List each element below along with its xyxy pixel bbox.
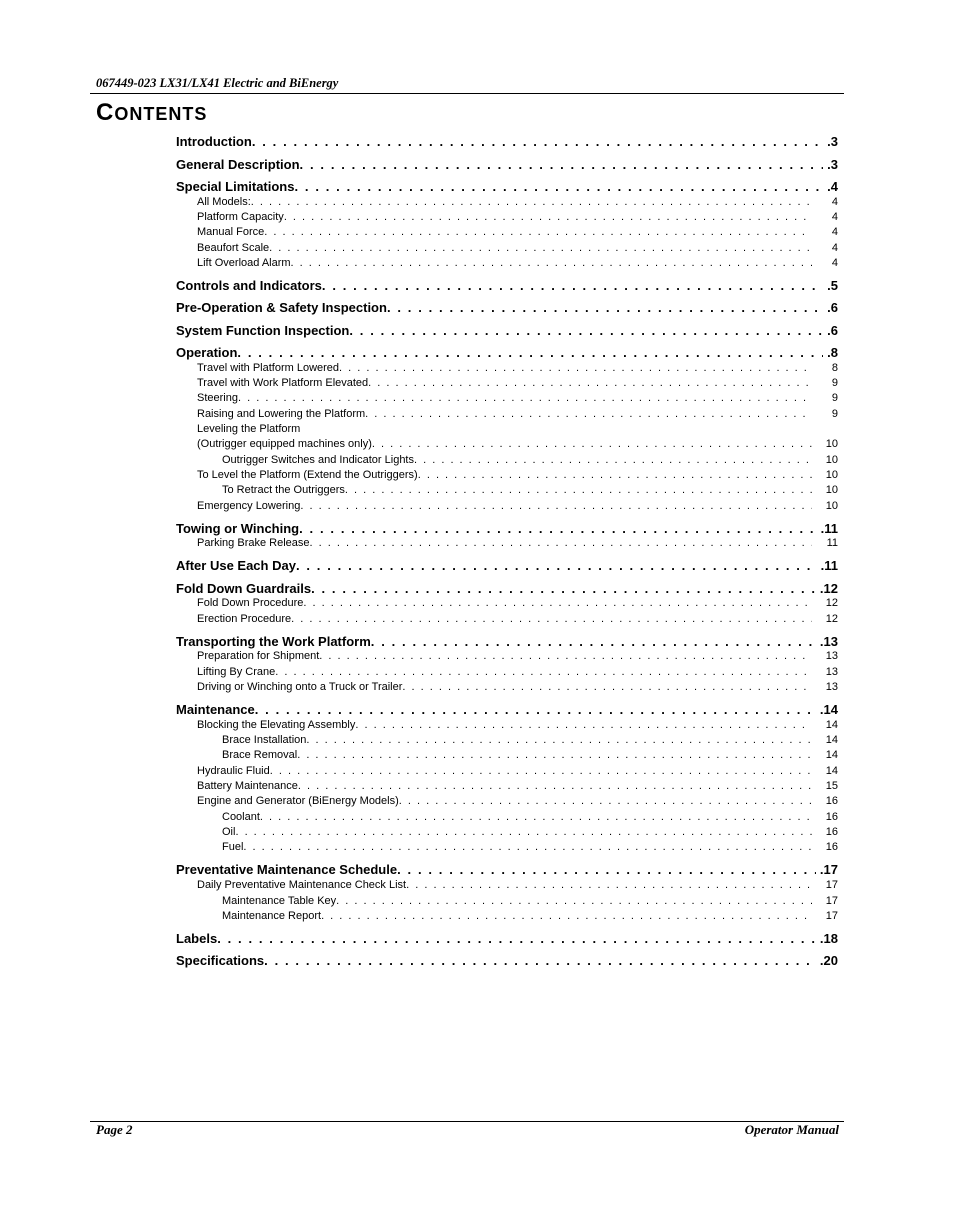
- toc-subsection-entry[interactable]: [197, 597, 838, 609]
- toc-entry-page-number: .17: [819, 862, 838, 877]
- toc-section-entry[interactable]: [176, 300, 838, 315]
- toc-entry-title: Operation: [176, 345, 238, 360]
- toc-entry-page-number: 10: [825, 438, 838, 450]
- toc-dot-leader: [322, 278, 823, 293]
- toc-entry-page-number: 17: [825, 895, 838, 907]
- toc-dot-leader: [414, 454, 812, 466]
- toc-entry-page-number: .11: [820, 558, 838, 573]
- toc-subsubsection-entry[interactable]: [222, 734, 838, 746]
- toc-entry-page-number: 4: [831, 211, 838, 223]
- toc-entry-page-number: .3: [827, 157, 838, 172]
- toc-entry-title: Erection Procedure: [197, 613, 292, 625]
- toc-section-entry[interactable]: [176, 953, 838, 968]
- toc-dot-leader: [303, 597, 812, 609]
- toc-entry-page-number: .12: [819, 581, 838, 596]
- toc-subsection-entry[interactable]: [197, 879, 838, 891]
- page-title-initial: C: [96, 99, 115, 126]
- toc-entry-page-number: .18: [819, 931, 838, 946]
- toc-dot-leader: [298, 780, 812, 792]
- toc-entry-page-number: .11: [820, 521, 838, 536]
- toc-subsection-entry[interactable]: [197, 765, 838, 777]
- toc-entry-title: Steering: [197, 392, 238, 404]
- toc-subsubsection-entry[interactable]: [222, 811, 838, 823]
- toc-dot-leader: [264, 226, 812, 238]
- toc-subsection-entry[interactable]: [197, 780, 838, 792]
- toc-dot-leader: [237, 345, 823, 360]
- toc-entry-title: (Outrigger equipped machines only): [197, 438, 372, 450]
- toc-entry-page-number: .14: [819, 702, 838, 717]
- toc-entry-page-number: .5: [827, 278, 838, 293]
- toc-entry-title: After Use Each Day: [176, 558, 296, 573]
- toc-entry-title: Parking Brake Release: [197, 537, 310, 549]
- toc-dot-leader: [311, 581, 816, 596]
- toc-subsubsection-entry[interactable]: [222, 454, 838, 466]
- toc-dot-leader: [368, 377, 812, 389]
- toc-entry-title: Emergency Lowering: [197, 500, 301, 512]
- toc-subsection-entry[interactable]: [197, 423, 838, 435]
- toc-dot-leader: [300, 157, 824, 172]
- toc-dot-leader: [336, 895, 812, 907]
- toc-subsection-entry[interactable]: [197, 681, 838, 693]
- toc-subsection-entry[interactable]: [197, 438, 838, 450]
- toc-entry-title: Controls and Indicators: [176, 278, 322, 293]
- toc-section-entry[interactable]: [176, 862, 838, 877]
- toc-dot-leader: [252, 134, 823, 149]
- footer-page-number: Page 2: [96, 1122, 133, 1137]
- toc-entry-page-number: 11: [826, 537, 838, 549]
- toc-entry-page-number: 9: [831, 377, 838, 389]
- page-title-rest: ONTENTS: [114, 104, 208, 124]
- toc-entry-title: To Retract the Outriggers: [222, 484, 345, 496]
- toc-dot-leader: [235, 826, 812, 838]
- toc-entry-title: Fold Down Guardrails: [176, 581, 312, 596]
- toc-entry-title: Battery Maintenance: [197, 780, 298, 792]
- toc-section-entry[interactable]: [176, 323, 838, 338]
- toc-entry-title: Maintenance: [176, 702, 255, 717]
- toc-subsubsection-entry[interactable]: [222, 910, 838, 922]
- toc-dot-leader: [270, 765, 812, 777]
- toc-entry-title: Fuel: [222, 841, 244, 853]
- toc-entry-title: Lifting By Crane: [197, 666, 276, 678]
- toc-entry-page-number: 4: [831, 257, 838, 269]
- toc-dot-leader: [291, 613, 812, 625]
- toc-entry-page-number: 10: [825, 500, 838, 512]
- toc-entry-page-number: .3: [827, 134, 838, 149]
- toc-dot-leader: [306, 734, 812, 746]
- toc-entry-title: Brace Installation: [222, 734, 307, 746]
- toc-dot-leader: [275, 666, 812, 678]
- toc-entry-page-number: 14: [825, 719, 838, 731]
- toc-dot-leader: [296, 558, 817, 573]
- toc-dot-leader: [264, 953, 816, 968]
- toc-subsubsection-entry[interactable]: [222, 749, 838, 761]
- toc-entry-title: Leveling the Platform: [197, 423, 301, 435]
- toc-section-entry[interactable]: [176, 179, 838, 194]
- toc-dot-leader: [372, 438, 812, 450]
- toc-entry-page-number: 14: [825, 749, 838, 761]
- toc-subsection-entry[interactable]: [197, 719, 838, 731]
- toc-entry-title: To Level the Platform (Extend the Outriggers): [197, 469, 418, 481]
- toc-dot-leader: [300, 500, 812, 512]
- toc-entry-page-number: 8: [831, 362, 838, 374]
- toc-subsection-entry[interactable]: [197, 650, 838, 662]
- toc-entry-page-number: .8: [827, 345, 838, 360]
- toc-entry-page-number: 12: [825, 613, 838, 625]
- toc-dot-leader: [238, 392, 812, 404]
- toc-entry-page-number: 4: [831, 226, 838, 238]
- toc-dot-leader: [260, 811, 812, 823]
- toc-entry-title: Labels: [176, 931, 218, 946]
- toc-entry-title: Coolant: [222, 811, 260, 823]
- toc-entry-page-number: 9: [831, 392, 838, 404]
- toc-entry-title: Pre-Operation & Safety Inspection: [176, 300, 387, 315]
- toc-entry-title: Brace Removal: [222, 749, 298, 761]
- toc-entry-title: Transporting the Work Platform: [176, 634, 371, 649]
- toc-section-entry[interactable]: [176, 931, 838, 946]
- toc-entry-title: Travel with Platform Lowered: [197, 362, 340, 374]
- toc-entry-title: Hydraulic Fluid: [197, 765, 270, 777]
- toc-dot-leader: [402, 681, 812, 693]
- toc-dot-leader: [284, 211, 812, 223]
- toc-entry-page-number: 16: [825, 795, 838, 807]
- toc-entry-page-number: 16: [825, 811, 838, 823]
- toc-section-entry[interactable]: [176, 278, 838, 293]
- toc-dot-leader: [291, 257, 812, 269]
- toc-section-entry[interactable]: [176, 581, 838, 596]
- toc-entry-title: Specifications: [176, 953, 265, 968]
- toc-entry-title: Towing or Winching: [176, 521, 300, 536]
- toc-section-entry[interactable]: [176, 134, 838, 149]
- toc-entry-page-number: .6: [827, 323, 838, 338]
- footer-rule: [90, 1121, 844, 1122]
- toc-entry-page-number: 15: [825, 780, 838, 792]
- toc-subsection-entry[interactable]: [197, 211, 838, 223]
- toc-subsection-entry[interactable]: [197, 408, 838, 420]
- footer-manual-name: Operator Manual: [744, 1122, 839, 1137]
- toc-dot-leader: [297, 749, 812, 761]
- toc-entry-page-number: .4: [827, 179, 838, 194]
- toc-section-entry[interactable]: [176, 634, 838, 649]
- toc-entry-title: Preventative Maintenance Schedule: [176, 862, 398, 877]
- toc-subsection-entry[interactable]: [197, 613, 838, 625]
- toc-dot-leader: [406, 879, 812, 891]
- toc-dot-leader: [255, 702, 816, 717]
- toc-dot-leader: [339, 362, 812, 374]
- toc-entry-page-number: 13: [825, 666, 838, 678]
- toc-entry-title: Special Limitations: [176, 179, 295, 194]
- toc-entry-page-number: .6: [827, 300, 838, 315]
- toc-entry-page-number: 13: [825, 650, 838, 662]
- toc-entry-page-number: 13: [825, 681, 838, 693]
- toc-subsection-entry[interactable]: [197, 469, 838, 481]
- toc-subsection-entry[interactable]: [197, 257, 838, 269]
- toc-entry-title: Beaufort Scale: [197, 242, 270, 254]
- toc-dot-leader: [269, 242, 812, 254]
- toc-entry-title: Daily Preventative Maintenance Check List: [197, 879, 407, 891]
- toc-entry-page-number: 12: [825, 597, 838, 609]
- toc-subsection-entry[interactable]: [197, 362, 838, 374]
- toc-section-entry[interactable]: [176, 157, 838, 172]
- page-title: [96, 99, 207, 127]
- toc-subsection-entry[interactable]: [197, 226, 838, 238]
- toc-entry-title: Driving or Winching onto a Truck or Trailer: [197, 681, 403, 693]
- toc-entry-page-number: 10: [825, 454, 838, 466]
- toc-section-entry[interactable]: [176, 702, 838, 717]
- toc-subsection-entry[interactable]: [197, 242, 838, 254]
- toc-entry-title: Lift Overload Alarm: [197, 257, 291, 269]
- toc-section-entry[interactable]: [176, 521, 838, 536]
- toc-subsection-entry[interactable]: [197, 537, 838, 549]
- toc-dot-leader: [371, 634, 816, 649]
- toc-entry-page-number: 14: [825, 765, 838, 777]
- toc-dot-leader: [243, 841, 812, 853]
- toc-entry-page-number: 16: [825, 841, 838, 853]
- toc-dot-leader: [321, 910, 812, 922]
- toc-dot-leader: [310, 537, 812, 549]
- toc-entry-page-number: 4: [831, 242, 838, 254]
- toc-subsubsection-entry[interactable]: [222, 826, 838, 838]
- header-rule: [90, 93, 844, 94]
- toc-entry-page-number: 4: [831, 196, 838, 208]
- toc-subsubsection-entry[interactable]: [222, 841, 838, 853]
- toc-entry-title: Introduction: [176, 134, 252, 149]
- toc-dot-leader: [387, 300, 823, 315]
- toc-entry-title: Manual Force: [197, 226, 265, 238]
- toc-dot-leader: [365, 408, 812, 420]
- toc-entry-title: Outrigger Switches and Indicator Lights: [222, 454, 414, 466]
- toc-entry-page-number: 9: [831, 408, 838, 420]
- toc-dot-leader: [251, 196, 812, 208]
- toc-entry-title: Travel with Work Platform Elevated: [197, 377, 369, 389]
- toc-entry-title: Blocking the Elevating Assembly: [197, 719, 356, 731]
- toc-dot-leader: [355, 719, 812, 731]
- toc-entry-title: Fold Down Procedure: [197, 597, 304, 609]
- toc-dot-leader: [397, 862, 816, 877]
- toc-dot-leader: [217, 931, 816, 946]
- toc-section-entry[interactable]: [176, 345, 838, 360]
- toc-entry-title: All Models:: [197, 196, 251, 208]
- toc-entry-page-number: .20: [819, 953, 838, 968]
- toc-dot-leader: [319, 650, 812, 662]
- toc-dot-leader: [399, 795, 812, 807]
- toc-subsubsection-entry[interactable]: [222, 484, 838, 496]
- toc-subsection-entry[interactable]: [197, 392, 838, 404]
- toc-section-entry[interactable]: [176, 558, 838, 573]
- toc-subsection-entry[interactable]: [197, 795, 838, 807]
- toc-entry-title: General Description: [176, 157, 300, 172]
- toc-entry-page-number: 10: [825, 484, 838, 496]
- toc-dot-leader: [299, 521, 817, 536]
- toc-entry-title: Platform Capacity: [197, 211, 284, 223]
- toc-dot-leader: [294, 179, 823, 194]
- toc-dot-leader: [345, 484, 812, 496]
- toc-entry-title: Preparation for Shipment: [197, 650, 320, 662]
- toc-entry-page-number: 16: [825, 826, 838, 838]
- toc-subsection-entry[interactable]: [197, 196, 838, 208]
- document-header-title: 067449-023 LX31/LX41 Electric and BiEnergy: [96, 76, 339, 90]
- toc-entry-page-number: 10: [825, 469, 838, 481]
- toc-dot-leader: [349, 323, 823, 338]
- toc-entry-title: Maintenance Table Key: [222, 895, 337, 907]
- toc-entry-page-number: 17: [825, 910, 838, 922]
- toc-dot-leader: [418, 469, 812, 481]
- toc-subsection-entry[interactable]: [197, 666, 838, 678]
- toc-entry-title: Raising and Lowering the Platform: [197, 408, 366, 420]
- toc-entry-title: Oil: [222, 826, 236, 838]
- toc-entry-page-number: .13: [819, 634, 838, 649]
- toc-entry-page-number: 14: [825, 734, 838, 746]
- toc-entry-title: Engine and Generator (BiEnergy Models): [197, 795, 399, 807]
- toc-entry-page-number: 17: [825, 879, 838, 891]
- toc-subsubsection-entry[interactable]: [222, 895, 838, 907]
- toc-subsection-entry[interactable]: [197, 377, 838, 389]
- toc-subsection-entry[interactable]: [197, 500, 838, 512]
- toc-entry-title: Maintenance Report: [222, 910, 322, 922]
- toc-entry-title: System Function Inspection: [176, 323, 350, 338]
